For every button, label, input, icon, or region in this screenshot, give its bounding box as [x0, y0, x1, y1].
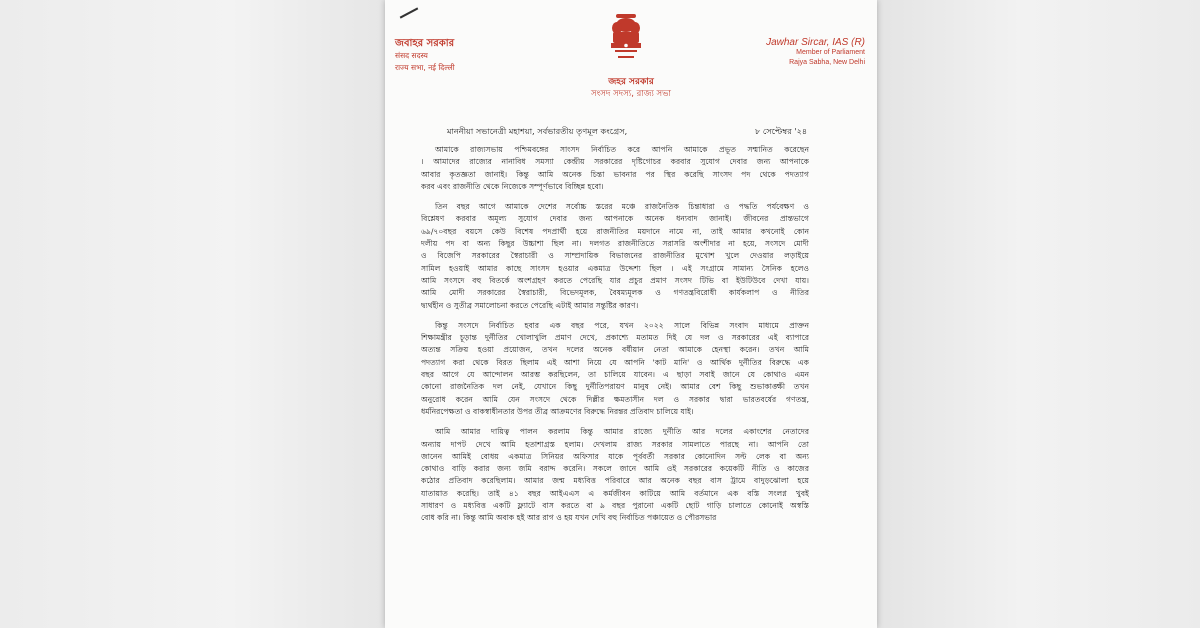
letterhead-right-name: Jawhar Sircar, IAS (R): [766, 37, 865, 48]
letterhead-left: [395, 38, 455, 74]
paragraph-line: কিন্তু সংসদে নির্বাচিত হবার এক বছর পরে, যখন ২০২২ সালে বিভিন্ন সংবাদ মাধ্যমে প্রাক্তন: [435, 320, 809, 330]
paragraph-line: ৬৯/৭০বছর বয়সে কেউ বিশেষ পদপ্রার্থী হয়ে রাজনীতির ময়দানে নামে না, তাই আমার কখনোই কোন: [421, 226, 809, 236]
paragraph-line: শিক্ষামন্ত্রীর চূড়ান্ত দুর্নীতির খোলাখুলি প্রমাণ দেখে, প্রকাশ্যে মতামত দিই যে দল ও সরকারের এই ব্যাপারে: [421, 333, 809, 343]
paragraph-line: করব এবং রাজনীতি থেকে নিজেকে সম্পূর্ণভাবে বিচ্ছিন্ন হবো।: [421, 181, 604, 191]
letterhead-left-sub1: संसद सदस्य: [395, 51, 428, 60]
letterhead-center: [385, 76, 877, 100]
paragraph-line: অত্যন্ত সক্রিয় হওয়া প্রয়োজন, তখন দলের অনেক বর্ষীয়ান নেতা আমাকে হেনস্থা করেন। তখন আমি: [421, 345, 809, 355]
paragraph-line: দলীয় পদ বা অন্য কিছুর উচ্চাশা ছিল না। দলগত রাজনীতিতে সরাসরি অংশীদার না হয়ে, সংসদে মোদী: [421, 239, 809, 249]
letter-paragraph: [421, 426, 809, 524]
letterhead-center-sub: সংসদ সদস্য, রাজ্য সভা: [591, 89, 671, 99]
national-emblem-icon: [608, 14, 644, 68]
letterhead-right-sub1: Member of Parliament: [796, 49, 865, 56]
paragraph-line: ও বিজেপি সরকারের স্বৈরাচারী ও সাম্প্রদায়িক বিভাজনের রাজনীতির মুখোশ খুলে দেওয়ার লড়াইয়ে: [421, 251, 809, 261]
paragraph-line: তিন বছর আগে আমাকে দেশের সর্বোচ্চ স্তরের মঞ্চে রাজনৈতিক চিন্তাধারা ও পদ্ধতি পর্যবেক্ষণ ও: [435, 202, 809, 212]
paragraph-line: অনুরোধ করেন আমি যেন সংসদে থেকে দিল্লীর ক্ষমতাসীন দল ও সরকার দ্বারা ভারতবর্ষের গণতন্ত্র,: [421, 394, 809, 404]
paragraph-line: ধর্মনিরপেক্ষতা ও বাকস্বাধীনতার উপর তীব্র আক্রমণের বিরুদ্ধে নিরন্তর প্রতিবাদ চালিয়ে যাই।: [421, 406, 694, 416]
paragraph-line: পদত্যাগ করা থেকে বিরত ছিলাম এই আশা নিয়ে যে আপনি 'কাট মানি' ও আর্থিক দুর্নীতির বিরুদ্ধে এক: [421, 357, 809, 367]
letter-page: [385, 0, 877, 628]
letterhead-right: [766, 38, 865, 68]
paragraph-line: দ্ব্যর্থহীন ও সুতীব্র সমালোচনা করতে পেরেছি এটাই আমার সন্তুষ্টির কারণ।: [421, 300, 639, 310]
paragraph-line: অন্যায় দাপট দেখে আমি হতাশাগ্রস্ত হলাম। দেখলাম রাজ্য সরকার সামলাতে পারছে না। আপনি তো: [421, 439, 809, 449]
letterhead-center-name: জহর সরকার: [608, 77, 654, 87]
letter-date: ৮ সেপ্টেম্বর '২৪: [755, 126, 808, 136]
paragraph-line: সাধারণ ও মধ্যবিত্ত একটি ফ্ল্যাটে বাস করতে বা ৯ বছর পুরানো একটি ছোট গাড়ি চালাতে কোনোই অস্বস্তি: [421, 501, 809, 511]
paragraph-line: আমি আমার দায়িত্ব পালন করলাম কিন্তু আমার রাজ্যে দুর্নীতি আর দলের একাংশের নেতাদের: [435, 427, 809, 437]
letter-paragraph: [421, 144, 809, 193]
letter-paragraph: [421, 320, 809, 418]
paragraph-line: আমি সংসদে বহু বিতর্কে অংশগ্রহণ করতে পেরেছি যার প্রচুর প্রমাণ সংসদ টিভি বা ইউটিউবে দেখা যায়।: [421, 275, 809, 285]
pen-mark: [400, 7, 419, 18]
paragraph-line: যাতায়াত করেছি। তাই ৪১ বছর আইএএস এ কর্মজীবন কাটিয়ে আমি বর্তমানে এক বস্তি সংলগ্ন খুবই: [421, 488, 809, 498]
salutation: মাননীয়া সভানেত্রী মহাশয়া, সর্বভারতীয় তৃণমূল কংগ্রেস,: [447, 126, 628, 136]
paragraph-line: । আমাদের রাজ্যের নানাবিধ সমস্যা কেন্দ্রীয় সরকারের দৃষ্টিগোচর করবার সুযোগ দেবার জন্য আপনাকে: [421, 157, 809, 167]
letterhead-left-name: জবাহর সরকার: [395, 38, 455, 49]
letterhead-left-sub2: राज्य सभा, नई दिल्ली: [395, 63, 455, 72]
letter-paragraph: [421, 201, 809, 312]
paragraph-line: কঠোর প্রতিবাদ করেছিলাম। আমার জন্ম মধ্যবিত্ত পরিবারে আর অনেক বছর বাস ট্রামে বাদুড়ঝোলা হয়ে: [421, 476, 809, 486]
paragraph-line: কোনো রাজনৈতিক দল নেই, যেখানে কিছু দুর্নীতিপরায়ণ মানুষ নেই। আমার বেশ কিছু শুভাকাঙ্ক্ষী তখন: [421, 382, 809, 392]
paragraph-line: আমাকে রাজ্যসভায় পশ্চিমবঙ্গের সাংসদ নির্বাচিত করে আপনি আমাকে প্রভূত সম্মানিত করেছেন: [435, 145, 809, 154]
letterhead-right-sub2: Rajya Sabha, New Delhi: [789, 59, 865, 66]
paragraph-line: আমি মোদী সরকারের স্বৈরাচারী, বিভেদমূলক, বৈষম্যমূলক ও গণতন্ত্রবিরোধী কার্যকলাপ ও নীতির: [421, 288, 809, 298]
background-right-blur: [877, 0, 1200, 628]
paragraph-line: সামিল হওয়াই আমার কাছে সাংসদ হওয়ার একমাত্র উদ্দেশ্য ছিল । এই সংগ্রামে সামান্য সৈনিক হলেও: [421, 263, 809, 273]
paragraph-line: আবার কৃতজ্ঞতা জানাই। কিন্তু আমি অনেক চিন্তা ভাবনার পর স্থির করেছি সাংসদ পদ থেকে পদত্যাগ: [421, 169, 809, 179]
paragraph-line: বছর আগে যে আন্দোলন আরম্ভ করছিলেন, তা চালিয়ে যাবেন। এ ছাড়া সবাই জানে যে কোথাও এমন: [421, 370, 809, 380]
letter-body: [421, 144, 809, 533]
paragraph-line: বোধ করি না। কিন্তু আমি অবাক হই আর রাগ ও হয় যখন দেখি বহু নির্বাচিত পঞ্চায়েত ও পৌরসভার: [421, 513, 717, 523]
paragraph-line: জানেন আমিই বোধয় একমাত্র সিনিয়র অফিসার যাকে পূর্ববর্তী সরকার কোনোদিন সল্ট লেক বা অন্য: [421, 451, 809, 461]
background-left-blur: [0, 0, 385, 628]
paragraph-line: কোথাও বাড়ি করার জন্য জমি বরাদ্দ করেনি। সকলে জানে আমি ওই সরকারের কয়েকটি নীতি ও কাজের: [421, 464, 809, 474]
paragraph-line: বিশ্লেষণ করবার অমূল্য সুযোগ দেবার জন্য আপনাকে অনেক ধন্যবাদ জানাই। জীবনের প্রান্তভাগে: [421, 214, 809, 224]
